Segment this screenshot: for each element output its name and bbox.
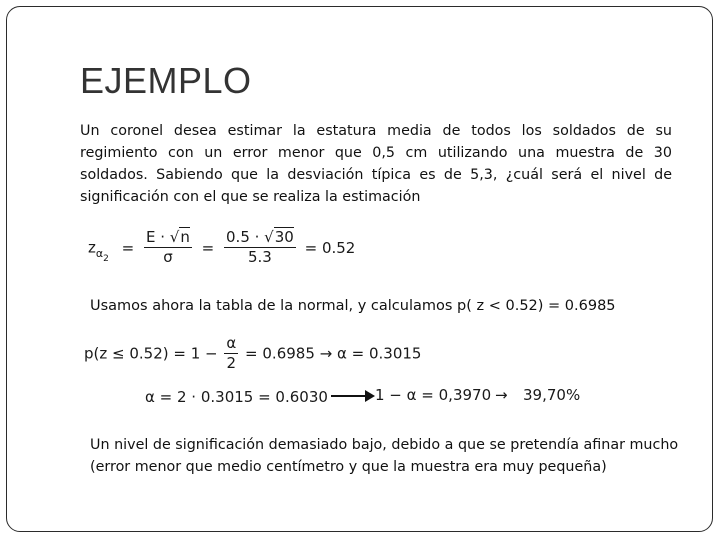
confidence-percent: 39,70% (523, 386, 581, 404)
table-step-text: Usamos ahora la tabla de la normal, y calculamos p( z < 0.52) = 0.6985 (90, 298, 616, 314)
alpha-half-numerator: α (226, 334, 237, 352)
right-arrow-icon (331, 395, 369, 397)
fraction-symbolic-denominator: σ (163, 248, 173, 266)
alpha-formula: α = 2 · 0.3015 = 0.6030 (145, 388, 328, 406)
z-subscript-alpha: α (95, 247, 104, 260)
fraction-symbolic (144, 228, 192, 267)
fraction-numeric-denominator: 5.3 (247, 248, 272, 266)
fraction-numeric (224, 228, 296, 267)
equals-sign: = (201, 238, 215, 257)
confidence-formula: 1 − α = 0,3970 (375, 386, 492, 404)
slide-title: EJEMPLO (80, 60, 252, 101)
sqrt-30: 30 (274, 228, 294, 246)
probability-rhs: = 0.6985 → α = 0.3015 (245, 344, 422, 363)
problem-statement: Un coronel desea estimar la estatura media de todos los soldados de su regimiento con un error menor que 0,5 cm utilizando una muestra de 30 soldados. Sabiendo que la desviación típica es de 5,3, ¿cuál será el nivel de significación con el que se realiza la estimación (80, 123, 672, 205)
small-arrow-icon: → (495, 386, 508, 404)
fraction-numeric-numerator: 0.5 · √ (226, 228, 274, 246)
alpha-half-fraction (224, 334, 238, 373)
z-result: = 0.52 (304, 238, 356, 257)
alpha-half-denominator: 2 (226, 354, 237, 372)
fraction-symbolic-numerator: E · √ (146, 228, 180, 246)
z-subscript-two: 2 (103, 254, 109, 264)
equals-sign: = (121, 238, 135, 257)
probability-formula (84, 334, 421, 373)
probability-lhs: p(z ≤ 0.52) = 1 − (84, 344, 218, 363)
z-symbol: z (88, 238, 96, 257)
right-arrow-head-icon (365, 390, 375, 402)
sqrt-n: n (180, 228, 190, 246)
z-formula (88, 228, 355, 267)
conclusion-text: Un nivel de significación demasiado bajo, debido a que se pretendía afinar mucho (error menor que medio centímetro y que la muestra era muy pequeña) (90, 437, 679, 475)
